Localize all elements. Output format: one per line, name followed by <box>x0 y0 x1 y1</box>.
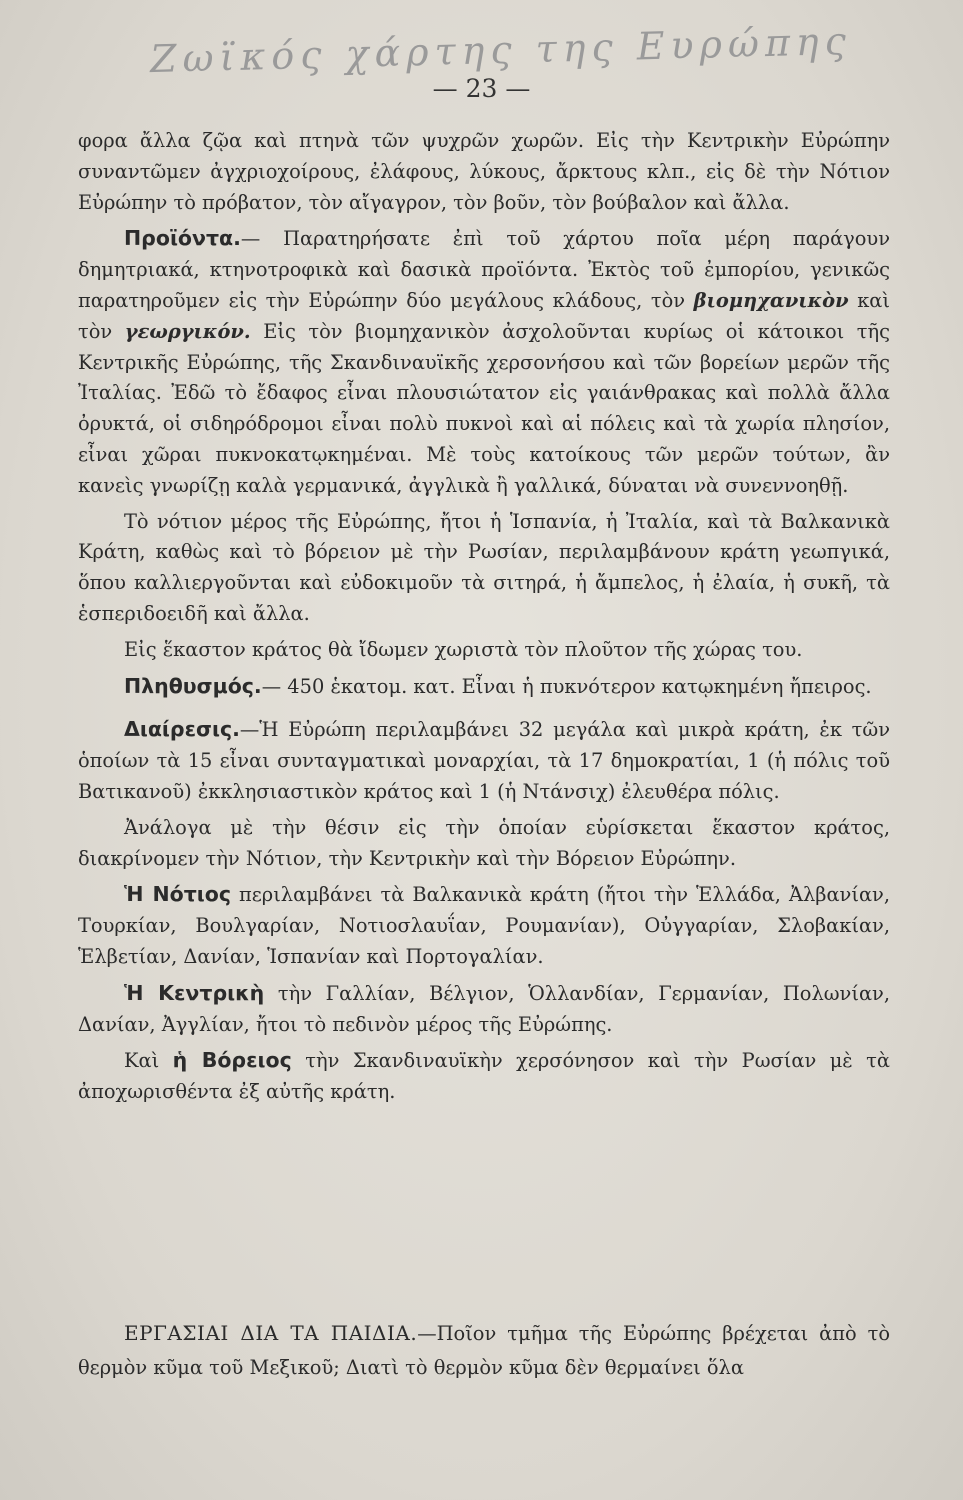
exercises-heading: ΕΡΓΑΣΙΑΙ ΔΙΑ ΤΑ ΠΑΙΔΙΑ. <box>124 1321 418 1345</box>
paragraph-products <box>78 223 890 501</box>
paragraph-population <box>78 671 890 703</box>
paragraph-divisions <box>78 714 890 807</box>
section-heading-central: Ἡ Κεντρικὴ <box>124 980 265 1005</box>
page-number: — 23 — <box>432 74 531 103</box>
section-heading-population: Πληθυσμός. <box>124 673 262 698</box>
exercises-text: —Ποῖον τμῆμα τῆς Εὐρώπης βρέχεται ἀπὸ τὸ θερμὸν κῦμα τοῦ Μεξικοῦ; Διατὶ τὸ θερμὸν κῦμα δὲν θερμαίνει ὅλα <box>78 1322 890 1379</box>
paragraph-fauna: φορα ἄλλα ζῷα καὶ πτηνὰ τῶν ψυχρῶν χωρῶν. Εἰς τὴν Κεντρικὴν Εὐρώπην συναντῶμεν ἀγχριοχοίρους, ἐλάφους, λύκους, ἄρκτους κλπ., εἰς δὲ τὴν Νότιον Εὐρώπην τὸ πρόβατον, τὸν αἴγαγρον, τὸν βοῦν, τὸν βούβαλον καὶ ἄλλα. <box>78 129 890 214</box>
products-text-2: καὶ τὸν <box>78 288 891 343</box>
term-agricultural: γεωργικόν. <box>124 319 251 343</box>
north-prefix: Καὶ <box>124 1049 160 1073</box>
exercises-section <box>78 1316 890 1385</box>
paragraph-north <box>78 1045 890 1108</box>
section-heading-south: Ἡ Νότιος <box>124 882 232 907</box>
body-text <box>78 126 890 1108</box>
products-text-1: — Παρατηρήσατε ἐπὶ τοῦ χάρτου ποῖα μέρη παράγουν δημητριακά, κτηνοτροφικὰ καὶ δασικὰ προϊόντα. Ἐκτὸς τοῦ ἐμπορίου, γενικῶς παρατηροῦμεν εἰς τὴν Εὐρώπην δύο μεγάλους κλάδους, τὸν <box>78 227 890 312</box>
section-heading-divisions: Διαίρεσις. <box>124 717 240 742</box>
paragraph-central <box>78 978 890 1041</box>
divisions-text: —Ἡ Εὐρώπη περιλαμβάνει 32 μεγάλα καὶ μικρὰ κράτη, ἐκ τῶν ὁποίων τὰ 15 εἶναι συνταγματικαὶ μοναρχίαι, τὰ 17 δημοκρατίαι, 1 (ἡ πόλις τοῦ Βατικανοῦ) ἐκκλησιαστικὸν κράτος καὶ 1 (ἡ Ντάνσιχ) ἐλευθέρα πόλις. <box>78 718 890 803</box>
south-text: περιλαμβάνει τὰ Βαλκανικὰ κράτη (ἤτοι τὴν Ἑλλάδα, Ἀλβανίαν, Τουρκίαν, Βουλγαρίαν, Νοτιοσλαυΐαν, Ρουμανίαν), Οὐγγαρίαν, Σλοβακίαν, Ἑλβετίαν, Δανίαν, Ἱσπανίαν καὶ Πορτογαλίαν. <box>78 883 890 968</box>
central-text: τὴν Γαλλίαν, Βέλγιον, Ὁλλανδίαν, Γερμανίαν, Πολωνίαν, Δανίαν, Ἀγγλίαν, ἤτοι τὸ πεδινὸν μέρος τῆς Εὐρώπης. <box>78 981 890 1036</box>
paragraph-position: Ἀνάλογα μὲ τὴν θέσιν εἰς τὴν ὁποίαν εὑρίσκεται ἕκαστον κράτος, διακρίνομεν τὴν Νότιον, τὴν Κεντρικὴν καὶ τὴν Βόρειον Εὐρώπην. <box>78 815 890 870</box>
paragraph-south-agriculture: Τὸ νότιον μέρος τῆς Εὐρώπης, ἤτοι ἡ Ἱσπανία, ἡ Ἰταλία, καὶ τὰ Βαλκανικὰ Κράτη, καθὼς καὶ τὸ βόρειον μὲ τὴν Ρωσίαν, περιλαμβάνουν κράτη γεωπγικά, ὅπου καλλιεργοῦνται καὶ εὐδοκιμοῦν τὰ σιτηρά, ἡ ἄμπελος, ἡ ἐλαία, ἡ συκῆ, τὰ ἑσπεριδοειδῆ καὶ ἄλλα. <box>78 509 890 625</box>
north-text: τὴν Σκανδιναυϊκὴν χερσόνησον καὶ τὴν Ρωσίαν μὲ τὰ ἀποχωρισθέντα ἐξ αὐτῆς κράτη. <box>78 1049 891 1104</box>
term-industrial: βιομηχανικὸν <box>693 288 849 312</box>
paragraph-wealth: Εἰς ἕκαστον κράτος θὰ ἴδωμεν χωριστὰ τὸν πλοῦτον τῆς χώρας του. <box>124 637 803 661</box>
handwritten-note: Ζωϊκός χάρτης της Ευρώπης <box>149 18 853 82</box>
section-heading-products: Προϊόντα. <box>124 226 241 251</box>
paragraph-south <box>78 879 890 972</box>
population-text: — 450 ἑκατομ. κατ. Εἶναι ἡ πυκνότερον κατῳκημένη ἤπειρος. <box>261 674 872 698</box>
products-text-3: Εἰς τὸν βιομηχανικὸν ἀσχολοῦνται κυρίως οἱ κάτοικοι τῆς Κεντρικῆς Εὐρώπης, τῆς Σκανδιναυϊκῆς χερσονήσου καὶ τῶν βορείων μερῶν τῆς Ἰταλίας. Ἐδῶ τὸ ἔδαφος εἶναι πλουσιώτατον εἰς γαιάνθρακας καὶ πολλὰ ἄλλα ὀρυκτά, οἱ σιδηρόδρομοι εἶναι πολὺ πυκνοὶ καὶ αἱ πόλεις καὶ τὰ χωρία πλησίον, εἶναι χῶραι πυκνοκατῳκημέναι. Μὲ τοὺς κατοίκους τῶν μερῶν τούτων, ἂν κανεὶς γνωρίζῃ καλὰ γερμανικά, ἀγγλικὰ ἢ γαλλικά, δύναται νὰ συνεννοηθῇ. <box>78 319 891 497</box>
paragraph-exercises <box>78 1316 890 1385</box>
section-heading-north: ἡ Βόρειος <box>172 1048 292 1073</box>
